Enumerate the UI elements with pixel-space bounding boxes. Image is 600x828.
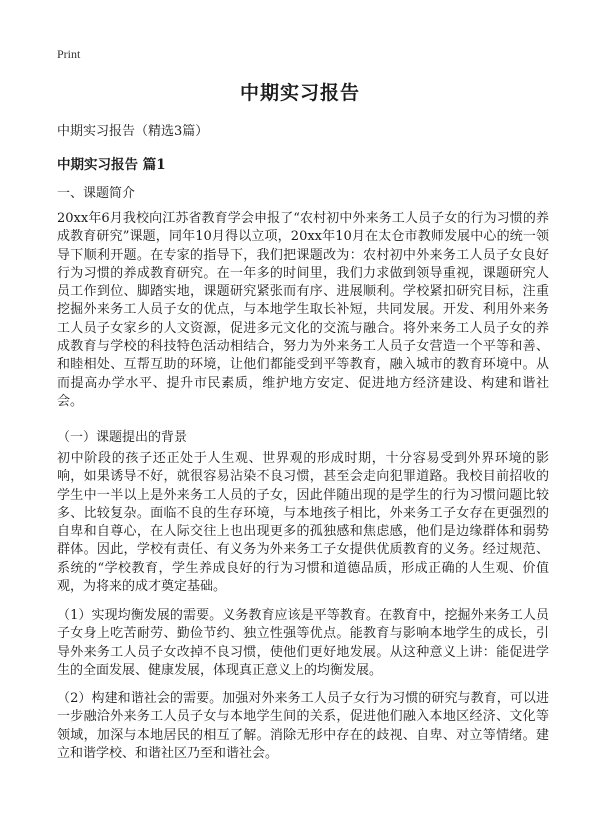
document-subtitle: 中期实习报告（精选3篇） xyxy=(57,124,209,139)
paragraph-4: （2）构建和谐社会的需要。加强对外来务工人员子女行为习惯的研究与教育，可以进一步融洽外来务工人员子女与本地学生间的关系，促进他们融入本地区经济、文化等领域，加深与本地居民的相互了解。消除无形中存在的歧视、自卑、对立等情绪。建立和谐学校、和谐社区乃至和谐社会。 xyxy=(57,691,549,761)
sub-heading-background: （一）课题提出的背景 xyxy=(57,430,188,445)
section-heading: 中期实习报告 篇1 xyxy=(57,157,166,173)
paragraph-3: （1）实现均衡发展的需要。义务教育应该是平等教育。在教育中，挖掘外来务工人员子女身上吃苦耐劳、勤俭节约、独立性强等优点。能教育与影响本地学生的成长，引导外来务工人员子女改掉不良习惯，使他们更好地发展。从这种意义上讲：能促进学生的全面发展、健康发展，体现真正意义上的均衡发展。 xyxy=(57,608,549,678)
page-title: 中期实习报告 xyxy=(239,82,360,104)
intro-heading: 一、课题简介 xyxy=(57,186,136,201)
paragraph-1: 20xx年6月我校向江苏省教育学会申报了“农村初中外来务工人员子女的行为习惯的养成教育研究”课题，同年10月得以立项，20xx年10月在太仓市教师发展中心的统一领导下顺利开题。在专家的指导下，我们把课题改为：农村初中外来务工人员子女良好行为习惯的养成教育研究。在一年多的时间里，我们力求做到领导重视，课题研究人员工作到位、脚踏实地，课题研究紧张而有序、进展顺利。学校紧扣研究目标，注重挖掘外来务工人员子女的优点，与本地学生取长补短，共同发展。开发、利用外来务工人员子女家乡的人文资源，促进多元文化的交流与融合。将外来务工人员子女的养成教育与学校的科技特色活动相结合，努力为外来务工人员子女营造一个平等和善、和睦相处、互帮互助的环境，让他们都能受到平等教育，融入城市的教育环境中。从而提高办学水平、提升市民素质，维护地方安定、促进地方经济建设、构建和谐社会。 xyxy=(57,211,549,409)
print-link[interactable]: Print xyxy=(57,47,81,61)
paragraph-2: 初中阶段的孩子还正处于人生观、世界观的形成时期，十分容易受到外界环境的影响，如果诱导不好，就很容易沾染不良习惯，甚至会走向犯罪道路。我校目前招收的学生中一半以上是外来务工人员的子女，因此伴随出现的是学生的行为习惯问题比较多、比较复杂。面临不良的生存环境，与本地孩子相比，外来务工子女存在更强烈的自卑和自尊心，在人际交往上也出现更多的孤独感和焦虑感，他们是边缘群体和弱势群体。因此，学校有责任、有义务为外来务工子女提供优质教育的义务。经过规范、系统的“学校教育，学生养成良好的行为习惯和道德品质，形成正确的人生观、价值观，为将来的成才奠定基础。 xyxy=(57,451,549,595)
